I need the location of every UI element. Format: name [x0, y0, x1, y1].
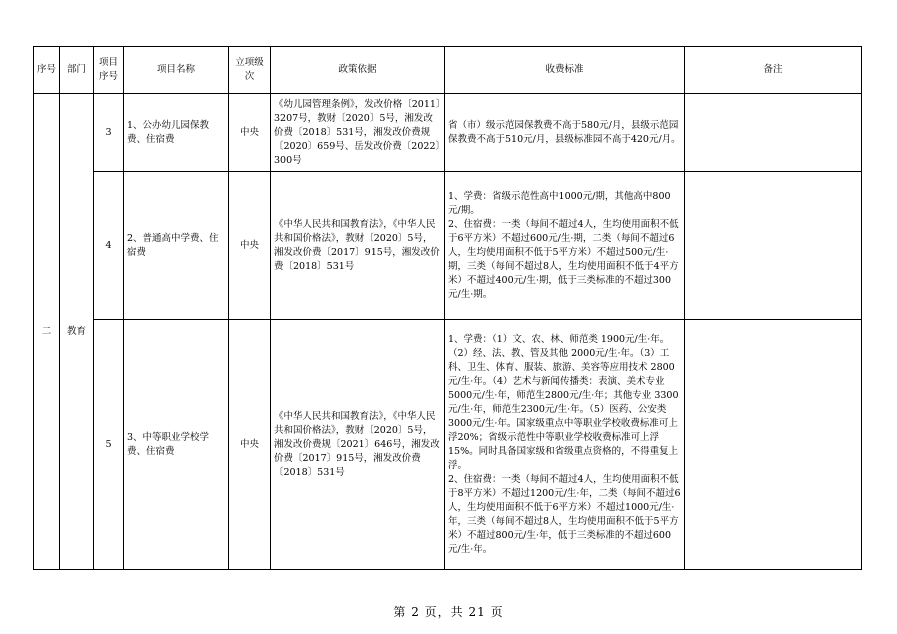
row-standard: 省（市）级示范园保教费不高于580元/月，县级示范园保教费不高于510元/月，县级标准园不高于420元/月。	[445, 94, 685, 172]
header-remark: 备注	[685, 47, 862, 94]
row-name: 2、普通高中学费、住宿费	[124, 172, 229, 320]
row-basis: 《幼儿园管理条例》，发改价格〔2011〕3207号，教财〔2020〕5号，湘发改价费〔2018〕531号，湘发改价费规〔2020〕659号、岳发改价费〔2022〕300号	[271, 94, 445, 172]
table-row	[34, 94, 862, 172]
row-level: 中央	[229, 172, 271, 320]
row-no: 3	[94, 94, 124, 172]
group-seq: 二	[34, 94, 60, 570]
group-dept: 教育	[60, 94, 94, 570]
header-row	[34, 47, 862, 94]
fee-table	[33, 46, 862, 570]
row-no: 5	[94, 320, 124, 570]
row-name: 1、公办幼儿园保教费、住宿费	[124, 94, 229, 172]
row-level: 中央	[229, 94, 271, 172]
row-name: 3、中等职业学校学费、住宿费	[124, 320, 229, 570]
header-item-name: 项目名称	[124, 47, 229, 94]
page-footer: 第 2 页，共 21 页	[393, 605, 504, 619]
header-level: 立项级次	[229, 47, 271, 94]
header-standard: 收费标准	[445, 47, 685, 94]
header-item-no: 项目序号	[94, 47, 124, 94]
row-remark	[685, 172, 862, 320]
header-basis: 政策依据	[271, 47, 445, 94]
row-remark	[685, 320, 862, 570]
row-basis: 《中华人民共和国教育法》，《中华人民共和国价格法》，教财〔2020〕5号，湘发改价费〔2017〕915号，湘发改价费〔2018〕531号	[271, 172, 445, 320]
row-level: 中央	[229, 320, 271, 570]
row-standard: 1、学费：（1）文、农、林、师范类 1900元/生·年。（2）经、法、教、管及其他 2000元/生·年。（3）工科、卫生、体育、服装、旅游、美容等应用技术 2800元/生·年。（4）艺术与新闻传播类：表演、美术专业 5000元/生·年，师范生2800元/生·年；其他专业 3300元/生·年，师范生2300元/生·年。（5）医药、公安类 3000元/生·年。国家级重点中等职业学校收费标准可上浮20%；省级示范性中等职业学校收费标准可上浮15%。同时具备国家级和省级重点资格的，不得重复上浮。 2、住宿费：一类（每间不超过4人，生均使用面积不低于8平方米）不超过1200元/生·年，二类（每间不超过6人，生均使用面积不低于6平方米）不超过1000元/生·年，三类（每间不超过8人，生均使用面积不低于5平方米）不超过800元/生·年，低于三类标准的不超过600元/生·年。	[445, 320, 685, 570]
table-row	[34, 320, 862, 570]
row-no: 4	[94, 172, 124, 320]
table-row	[34, 172, 862, 320]
header-dept: 部门	[60, 47, 94, 94]
row-basis: 《中华人民共和国教育法》，《中华人民共和国价格法》，教财〔2020〕5号，湘发改价费规〔2021〕646号，湘发改价费〔2017〕915号，湘发改价费〔2018〕531号	[271, 320, 445, 570]
header-seq: 序号	[34, 47, 60, 94]
row-remark	[685, 94, 862, 172]
row-standard: 1、学费：省级示范性高中1000元/期，其他高中800元/期。 2、住宿费：一类（每间不超过4人，生均使用面积不低于6平方米）不超过600元/生·期，二类（每间不超过6人，生均使用面积不低于5平方米）不超过500元/生·期，三类（每间不超过8人，生均使用面积不低于4平方米）不超过400元/生·期，低于三类标准的不超过300元/生·期。	[445, 172, 685, 320]
